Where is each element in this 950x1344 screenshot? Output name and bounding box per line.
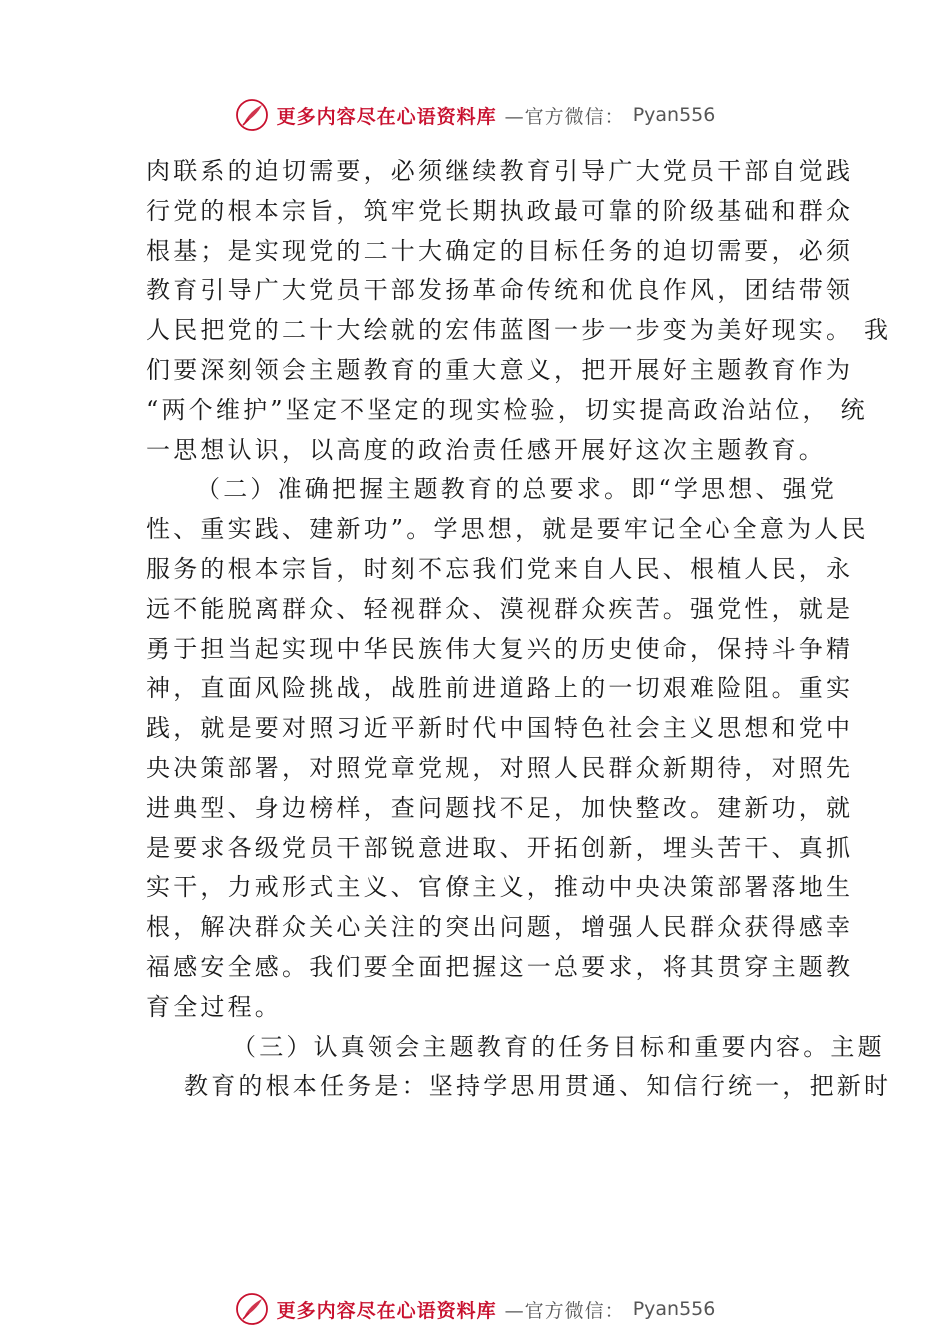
text-line: 们要深刻领会主题教育的重大意义，把开展好主题教育作为 xyxy=(146,355,854,384)
header-watermark xyxy=(0,95,950,135)
text-line: 根基；是实现党的二十大确定的目标任务的迫切需要，必须 xyxy=(146,236,854,265)
text-line: 福感安全感。我们要全面把握这一总要求，将其贯穿主题教 xyxy=(146,952,854,981)
quill-logo-icon xyxy=(235,98,269,132)
text-line: 教育的根本任务是：坚持学思用贯通、知信行统一，把新时 xyxy=(184,1072,892,1101)
text-line: 人民把党的二十大绘就的宏伟蓝图一步一步变为美好现实。 我 xyxy=(146,316,892,345)
quill-logo-icon xyxy=(235,1292,269,1326)
section-heading-2: （二）准确把握主题教育的总要求。即“学思想、强党 xyxy=(196,475,838,504)
text-line: 进典型、身边榜样，查问题找不足，加快整改。建新功，就 xyxy=(146,793,854,822)
text-line: 一思想认识，以高度的政治责任感开展好这次主题教育。 xyxy=(146,435,826,464)
section-heading-3: （三）认真领会主题教育的任务目标和重要内容。主题 xyxy=(232,1032,885,1061)
text-line: “两个维护”坚定不坚定的现实检验，切实提高政治站位， 统 xyxy=(146,395,868,424)
watermark-red-text: 更多内容尽在心语资料库 xyxy=(276,1299,497,1322)
text-line: 根，解决群众关心关注的突出问题，增强人民群众获得感幸 xyxy=(146,913,854,942)
text-line: 教育引导广大党员干部发扬革命传统和优良作风，团结带领 xyxy=(146,276,854,305)
watermark-red-text: 更多内容尽在心语资料库 xyxy=(276,105,497,128)
text-line: 勇于担当起实现中华民族伟大复兴的历史使命，保持斗争精 xyxy=(146,634,854,663)
text-line: 育全过程。 xyxy=(146,992,282,1021)
watermark-account: Pyan556 xyxy=(632,104,716,126)
watermark-gray-text: —官方微信： xyxy=(504,1299,625,1322)
text-line: 远不能脱离群众、轻视群众、漠视群众疾苦。强党性，就是 xyxy=(146,594,854,623)
footer-watermark xyxy=(0,1289,950,1329)
text-line: 央决策部署，对照党章党规，对照人民群众新期待，对照先 xyxy=(146,753,854,782)
watermark-account: Pyan556 xyxy=(632,1298,716,1320)
text-line: 实干，力戒形式主义、官僚主义，推动中央决策部署落地生 xyxy=(146,873,854,902)
text-line: 是要求各级党员干部锐意进取、开拓创新，埋头苦干、真抓 xyxy=(146,833,854,862)
text-line: 服务的根本宗旨，时刻不忘我们党来自人民、根植人民，永 xyxy=(146,554,854,583)
text-line: 神，直面风险挑战，战胜前进道路上的一切艰难险阻。重实 xyxy=(146,674,854,703)
text-line: 肉联系的迫切需要，必须继续教育引导广大党员干部自觉践 xyxy=(146,157,854,185)
text-line: 践，就是要对照习近平新时代中国特色社会主义思想和党中 xyxy=(146,714,854,743)
document-body xyxy=(146,152,892,1107)
text-line: 性、重实践、建新功”。学思想，就是要牢记全心全意为人民 xyxy=(146,515,869,544)
text-line: 行党的根本宗旨，筑牢党长期执政最可靠的阶级基础和群众 xyxy=(146,196,854,225)
watermark-gray-text: —官方微信： xyxy=(504,105,625,128)
